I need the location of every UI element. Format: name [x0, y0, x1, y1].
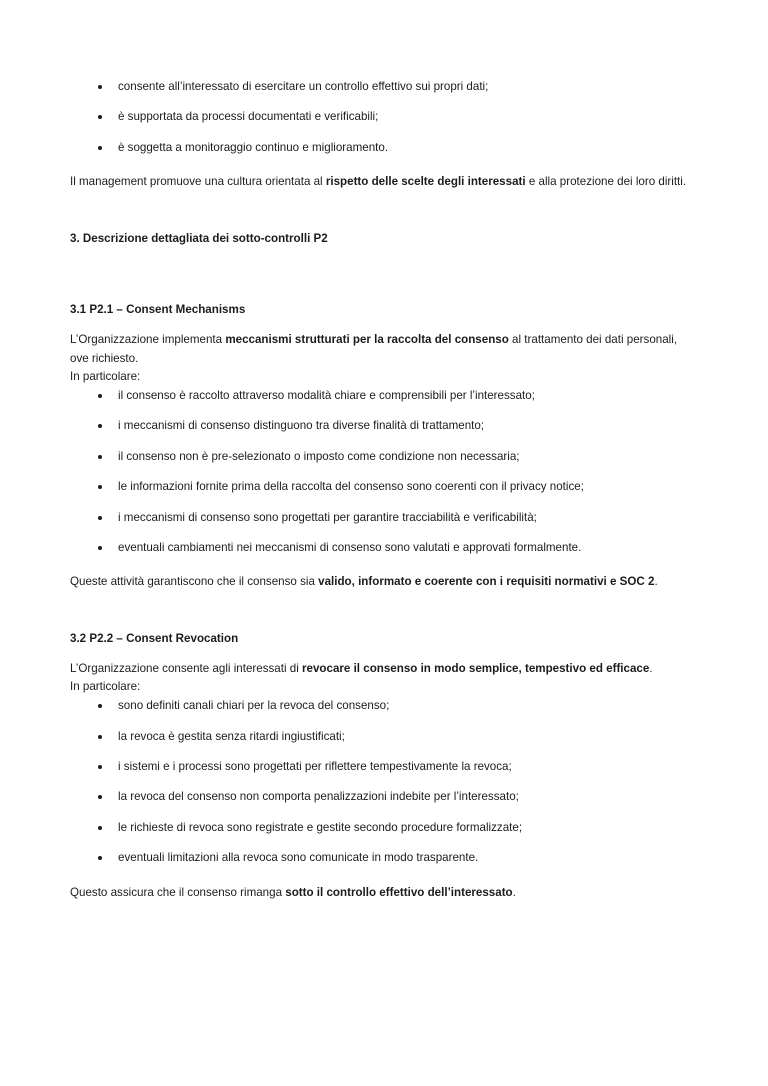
management-paragraph — [70, 173, 694, 192]
closing-paragraph-p22 — [70, 884, 694, 903]
paragraph-text-part1: Il management promuove una cultura orientata al — [70, 175, 326, 189]
list-item — [70, 788, 694, 805]
list-item-text: la revoca è gestita senza ritardi ingiustificati; — [118, 729, 345, 743]
list-item — [70, 387, 694, 404]
lead-in-p22: In particolare: — [70, 680, 141, 694]
list-item-text: i meccanismi di consenso sono progettati per garantire tracciabilità e verificabilità; — [118, 510, 537, 524]
paragraph-text-bold: valido, informato e coerente con i requisiti normativi e SOC 2 — [318, 575, 655, 589]
list-item — [70, 108, 694, 125]
list-item-text: la revoca del consenso non comporta penalizzazioni indebite per l’interessato; — [118, 790, 519, 804]
subsection-intro-p22 — [70, 660, 694, 679]
document-body — [70, 78, 694, 902]
list-item — [70, 78, 694, 95]
bullet-list-p22 — [70, 697, 694, 866]
list-item-text: il consenso non è pre-selezionato o imposto come condizione non necessaria; — [118, 449, 520, 463]
spacer — [70, 592, 694, 630]
list-item-text: eventuali cambiamenti nei meccanismi di consenso sono valutati e approvati formalmente. — [118, 541, 582, 555]
spacer — [70, 192, 694, 230]
list-item — [70, 539, 694, 556]
section-heading: 3. Descrizione dettagliata dei sotto-controlli P2 — [70, 231, 328, 245]
paragraph-text-bold: sotto il controllo effettivo dell’interessato — [285, 885, 513, 899]
list-item-text: le informazioni fornite prima della raccolta del consenso sono coerenti con il privacy notice; — [118, 480, 584, 494]
bullet-list-p21 — [70, 387, 694, 556]
closing-paragraph-p21 — [70, 573, 694, 592]
list-item-text: sono definiti canali chiari per la revoca del consenso; — [118, 699, 390, 713]
list-item-text: è soggetta a monitoraggio continuo e miglioramento. — [118, 140, 389, 154]
paragraph-text-part2: . — [649, 661, 653, 675]
list-item — [70, 448, 694, 465]
paragraph-text-part1: Questo assicura che il consenso rimanga — [70, 885, 286, 899]
list-item — [70, 758, 694, 775]
list-item — [70, 819, 694, 836]
subsection-heading-p21: 3.1 P2.1 – Consent Mechanisms — [70, 303, 246, 317]
lead-in-p21: In particolare: — [70, 370, 141, 384]
list-item-text: i meccanismi di consenso distinguono tra diverse finalità di trattamento; — [118, 419, 485, 433]
paragraph-text-part2: al trattamento dei dati personali, ove richiesto. — [70, 332, 678, 365]
paragraph-text-bold: revocare il consenso in modo semplice, tempestivo ed efficace — [302, 661, 650, 675]
paragraph-text-part2: . — [512, 885, 516, 899]
list-item — [70, 849, 694, 866]
spacer — [70, 247, 694, 301]
list-item-text: le richieste di revoca sono registrate e gestite secondo procedure formalizzate; — [118, 820, 523, 834]
list-item — [70, 417, 694, 434]
list-item-text: consente all’interessato di esercitare un controllo effettivo sui propri dati; — [118, 80, 489, 93]
subsection-heading-p22: 3.2 P2.2 – Consent Revocation — [70, 632, 239, 646]
list-item-text: i sistemi e i processi sono progettati per riflettere tempestivamente la revoca; — [118, 759, 512, 773]
list-item-text: eventuali limitazioni alla revoca sono comunicate in modo trasparente. — [118, 851, 479, 865]
list-item — [70, 697, 694, 714]
paragraph-text-part1: Queste attività garantiscono che il consenso sia — [70, 575, 319, 589]
list-item — [70, 139, 694, 156]
paragraph-text-bold: rispetto delle scelte degli interessati — [325, 175, 526, 189]
list-item — [70, 478, 694, 495]
list-item — [70, 509, 694, 526]
paragraph-text-bold: meccanismi strutturati per la raccolta del consenso — [225, 332, 509, 346]
list-item-text: è supportata da processi documentati e verificabili; — [118, 110, 379, 124]
paragraph-text-part2: . — [654, 575, 658, 589]
list-item — [70, 728, 694, 745]
spacer — [70, 648, 694, 660]
paragraph-text-part1: L’Organizzazione consente agli interessati di — [70, 661, 303, 675]
paragraph-text-part1: L’Organizzazione implementa — [70, 332, 226, 346]
list-item-text: il consenso è raccolto attraverso modalità chiare e comprensibili per l’interessato; — [118, 389, 535, 403]
spacer — [70, 319, 694, 331]
paragraph-text-part2: e alla protezione dei loro diritti. — [525, 175, 687, 189]
intro-bullet-list — [70, 78, 694, 156]
subsection-intro-p21 — [70, 331, 694, 369]
